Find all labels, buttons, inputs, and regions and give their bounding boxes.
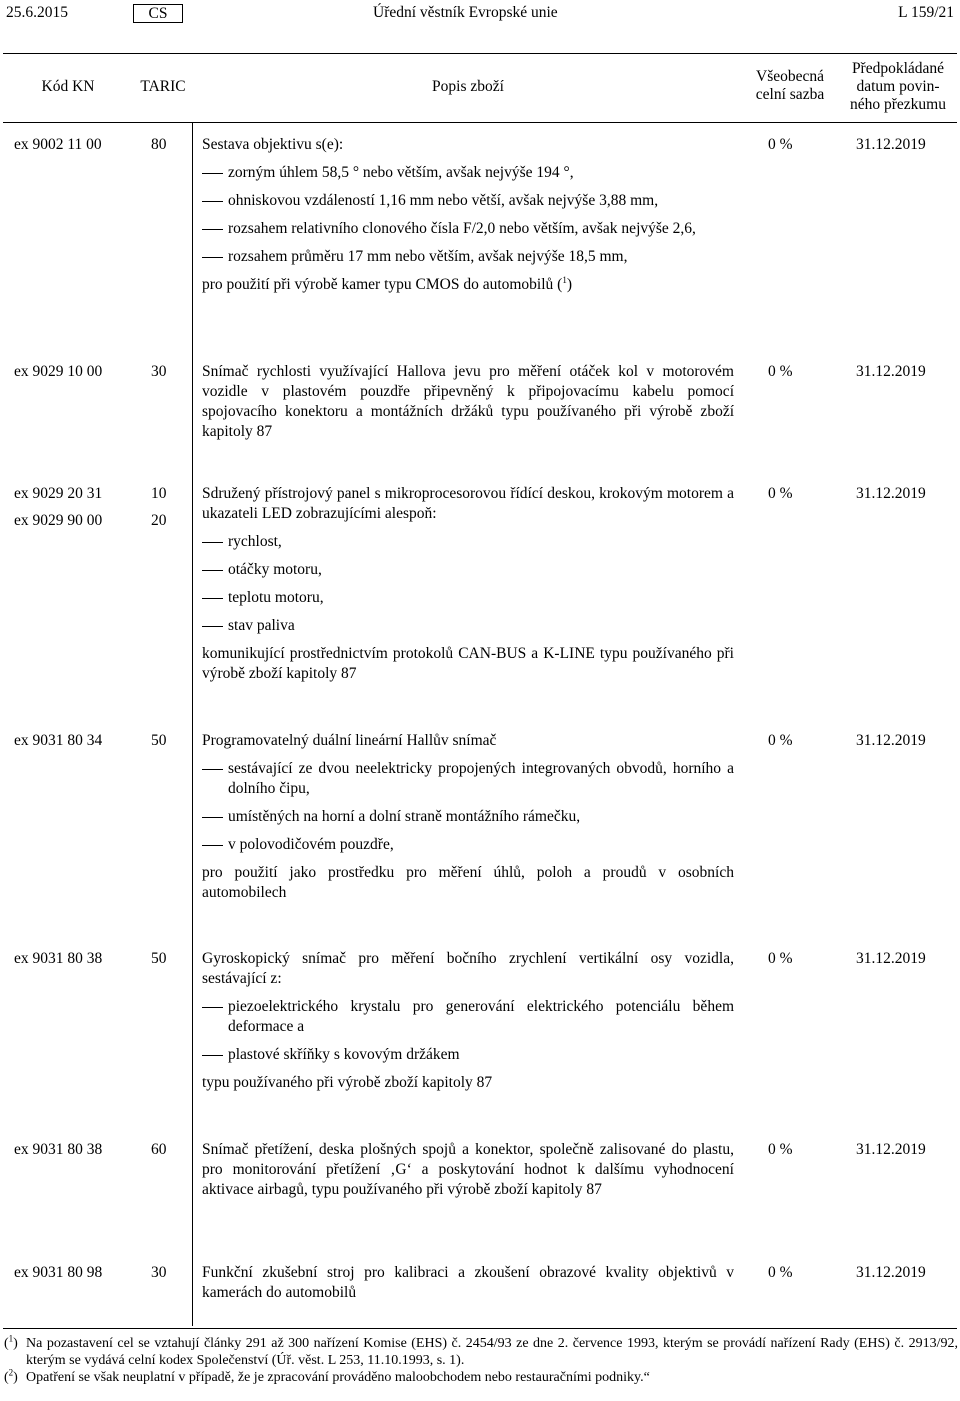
page-reference: L 159/21 <box>898 4 954 21</box>
footnote-text: Na pozastavení cel se vztahují články 291 až 300 nařízení Komise (EHS) č. 2454/93 ze dne 2. července 1993, kterým se provádí nařízení Rady (EHS) č. 2913/92, kterým se vydává celní kodex Společenství (Úř. věst. L 253, 11.10.1993, s. 1). <box>26 1336 958 1368</box>
duty-rate: 0 % <box>768 732 793 749</box>
description-outro: komunikující prostřednictvím protokolů CAN-BUS a K-LINE typu používaného při výrobě zboží kapitoly 87 <box>202 645 734 682</box>
kn-code-cell <box>14 135 134 162</box>
table-header <box>0 56 960 120</box>
description-item: rychlost, <box>202 532 734 552</box>
footnote <box>4 1335 958 1369</box>
kn-code: ex 9029 90 00 <box>14 512 103 529</box>
taric-cell <box>151 1140 181 1167</box>
description-intro: Programovatelný duální lineární Hallův snímač <box>202 732 497 749</box>
footnotes <box>4 1335 958 1386</box>
taric-code: 50 <box>151 950 167 967</box>
col-date-header-line2: datum povin- <box>856 78 940 95</box>
kn-code: ex 9031 80 34 <box>14 732 103 749</box>
review-date: 31.12.2019 <box>856 1141 926 1158</box>
kn-code: ex 9029 10 00 <box>14 363 103 380</box>
description-item: umístěných na horní a dolní straně montážního rámečku, <box>202 807 734 827</box>
taric-code: 10 <box>151 485 167 502</box>
description-item: otáčky motoru, <box>202 560 734 580</box>
col-rate-header-line1: Všeobecná <box>756 68 824 85</box>
table-bottom-rule <box>3 1328 957 1329</box>
footnote-text: Opatření se však neuplatní v případě, že je zpracování prováděno maloobchodem nebo restauračními podniky.“ <box>26 1370 650 1385</box>
col-rate-header <box>746 68 834 104</box>
description-cell <box>202 135 734 295</box>
language-badge: CS <box>133 4 183 23</box>
kn-code: ex 9002 11 00 <box>14 136 102 153</box>
description-item: rozsahem relativního clonového čísla F/2,0 nebo větším, avšak nejvýše 2,6, <box>202 219 734 239</box>
description-outro: pro použití při výrobě kamer typu CMOS do automobilů ($^1$) <box>202 274 573 293</box>
description-outro-text: pro použití při výrobě kamer typu CMOS do automobilů <box>202 276 554 293</box>
duty-rate: 0 % <box>768 1141 793 1158</box>
kn-code: ex 9031 80 38 <box>14 1141 103 1158</box>
review-date: 31.12.2019 <box>856 363 926 380</box>
kn-code-cell <box>14 484 134 538</box>
description-cell <box>202 1263 734 1303</box>
description-item: plastové skříňky s kovovým držákem <box>202 1045 734 1065</box>
description-cell <box>202 1140 734 1200</box>
description-cell <box>202 949 734 1093</box>
publication-date: 25.6.2015 <box>6 4 68 21</box>
kn-code-cell <box>14 1263 134 1290</box>
taric-cell <box>151 362 181 389</box>
review-date: 31.12.2019 <box>856 485 926 502</box>
description-intro: Sestava objektivu s(e): <box>202 136 344 153</box>
taric-code: 80 <box>151 136 167 153</box>
review-date: 31.12.2019 <box>856 136 926 153</box>
description-cell <box>202 731 734 903</box>
description-intro: Gyroskopický snímač pro měření bočního zrychlení vertikální osy vozidla, sestávající z: <box>202 950 734 987</box>
description-intro: Snímač přetížení, deska plošných spojů a konektor, společně zalisované do plastu, pro monitorování přetížení ‚G‘ a poskytování hodnot k dalšímu vyhodnocení aktivace airbagů, typu používaného při výrobě zboží kapitoly 87 <box>202 1141 734 1198</box>
description-item: rozsahem průměru 17 mm nebo větším, avšak nejvýše 18,5 mm, <box>202 247 734 267</box>
description-item: piezoelektrického krystalu pro generování elektrického potenciálu během deformace a <box>202 997 734 1037</box>
description-item: zorným úhlem 58,5 ° nebo větším, avšak nejvýše 194 °, <box>202 163 734 183</box>
col-desc-header: Popis zboží <box>432 78 504 95</box>
duty-rate: 0 % <box>768 485 793 502</box>
kn-code-cell <box>14 731 134 758</box>
footnote-mark: ($^1$) <box>4 1333 18 1351</box>
description-item: teplotu motoru, <box>202 588 734 608</box>
description-cell <box>202 362 734 442</box>
col-date-header-line1: Předpokládané <box>851 60 945 77</box>
col-date-header <box>842 60 954 114</box>
taric-code: 20 <box>151 512 167 529</box>
description-item: sestávající ze dvou neelektricky propojených integrovaných obvodů, horního a dolního čipu, <box>202 759 734 799</box>
col-rate-header-line2: celní sazba <box>755 86 825 103</box>
review-date: 31.12.2019 <box>856 732 926 749</box>
review-date: 31.12.2019 <box>856 950 926 967</box>
review-date: 31.12.2019 <box>856 1264 926 1281</box>
page-header <box>0 0 960 26</box>
description-intro: Snímač rychlosti využívající Hallova jevu pro měření otáček kol v motorovém vozidle v plastovém pouzdře připevněný k připojovacímu kabelu pomocí spojovacího konektoru a montážních držáků typu používaného při výrobě zboží kapitoly 87 <box>202 363 734 440</box>
kn-code-cell <box>14 362 134 389</box>
kn-code-cell <box>14 1140 134 1167</box>
taric-code: 60 <box>151 1141 167 1158</box>
taric-cell <box>151 484 181 538</box>
kn-code: ex 9029 20 31 <box>14 485 103 502</box>
kn-code-cell <box>14 949 134 976</box>
taric-cell <box>151 1263 181 1290</box>
description-intro: Funkční zkušební stroj pro kalibraci a zkoušení obrazové kvality objektivů v kamerách do automobilů <box>202 1264 734 1301</box>
col-date-header-line3: ného přezkumu <box>850 96 946 113</box>
taric-code: 30 <box>151 363 167 380</box>
col-kn-header: Kód KN <box>41 78 95 95</box>
description-outro: typu používaného při výrobě zboží kapitoly 87 <box>202 1074 493 1091</box>
description-cell <box>202 484 734 684</box>
footnote-mark: ($^2$) <box>4 1367 18 1385</box>
duty-rate: 0 % <box>768 950 793 967</box>
footnote <box>4 1369 958 1386</box>
description-intro: Sdružený přístrojový panel s mikroprocesorovou řídící deskou, krokovým motorem a ukazateli LED zobrazujícími alespoň: <box>202 485 734 522</box>
header-top-rule <box>3 53 957 54</box>
kn-code: ex 9031 80 38 <box>14 950 103 967</box>
duty-rate: 0 % <box>768 136 793 153</box>
taric-cell <box>151 949 181 976</box>
taric-desc-divider <box>192 122 193 1326</box>
taric-code: 30 <box>151 1264 167 1281</box>
header-bottom-rule <box>3 122 957 123</box>
description-outro: pro použití jako prostředku pro měření úhlů, poloh a proudů v osobních automobilech <box>202 864 734 901</box>
duty-rate: 0 % <box>768 363 793 380</box>
journal-title: Úřední věstník Evropské unie <box>373 4 558 21</box>
taric-code: 50 <box>151 732 167 749</box>
description-item: ohniskovou vzdáleností 1,16 mm nebo větší, avšak nejvýše 3,88 mm, <box>202 191 734 211</box>
kn-code: ex 9031 80 98 <box>14 1264 103 1281</box>
footnote-ref: 1 <box>562 274 567 285</box>
taric-cell <box>151 135 181 162</box>
description-item: stav paliva <box>202 616 734 636</box>
description-item: v polovodičovém pouzdře, <box>202 835 734 855</box>
duty-rate: 0 % <box>768 1264 793 1281</box>
taric-cell <box>151 731 181 758</box>
col-taric-header: TARIC <box>140 78 186 95</box>
